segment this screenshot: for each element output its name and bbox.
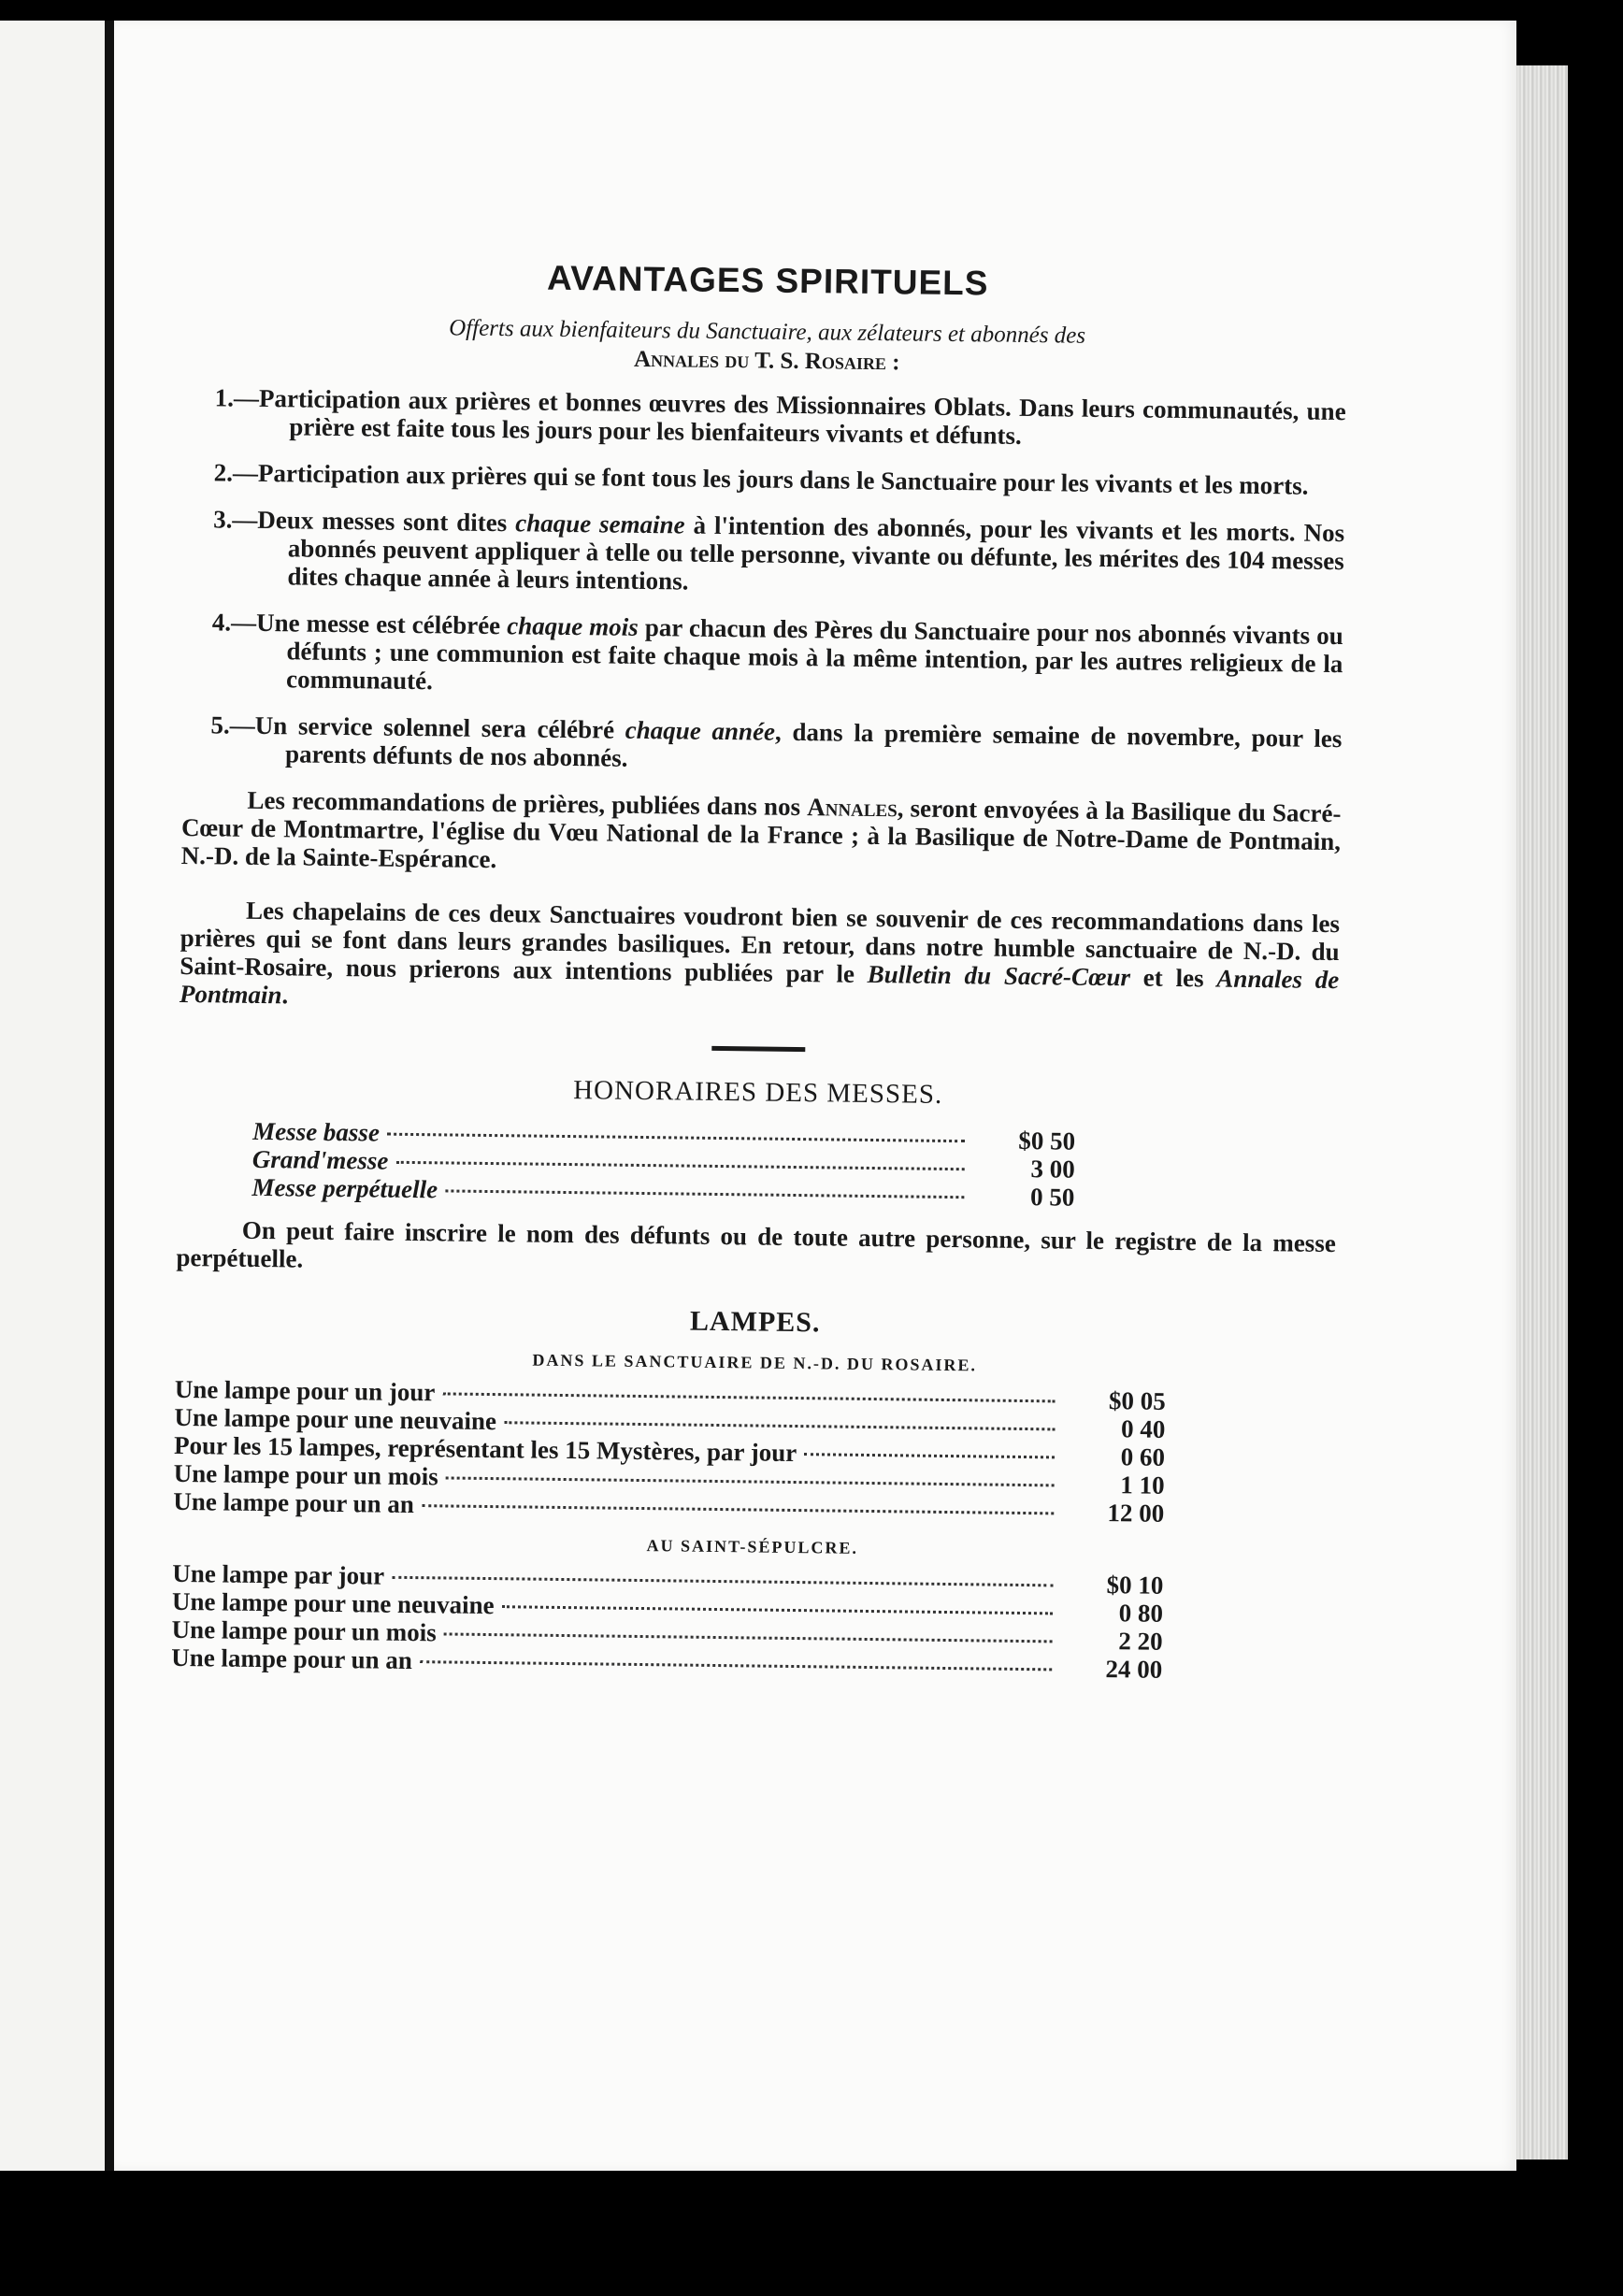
item-text: , dans la première semaine de novembre, pour les parents défunts de nos abonnés. bbox=[284, 717, 1343, 772]
item-text: Deux messes sont dites bbox=[257, 505, 516, 538]
item-number: 1.— bbox=[214, 383, 260, 412]
price-label: Une lampe pour une neuvaine bbox=[171, 1586, 495, 1620]
dot-leader bbox=[420, 1660, 1052, 1671]
price-value: $0 10 bbox=[1106, 1571, 1164, 1600]
price-label: Une lampe pour un an bbox=[171, 1643, 413, 1675]
price-value: 3 00 bbox=[1030, 1155, 1075, 1184]
price-label: Une lampe par jour bbox=[172, 1558, 385, 1590]
dot-leader bbox=[446, 1476, 1055, 1486]
benefit-item-4 bbox=[183, 608, 1343, 706]
benefit-item-3 bbox=[184, 505, 1344, 603]
price-value: 1 10 bbox=[1120, 1471, 1165, 1500]
price-label: Une lampe pour un an bbox=[173, 1486, 415, 1519]
honoraires-title: HONORAIRES DES MESSES. bbox=[573, 1075, 943, 1110]
subtitle-italic: Offerts aux bienfaiteurs du Sanctuaire, aux zélateurs et abonnés des bbox=[449, 315, 1086, 349]
dot-leader bbox=[442, 1392, 1055, 1402]
price-label: Messe basse bbox=[251, 1116, 381, 1147]
item-emphasis: chaque mois bbox=[507, 611, 639, 641]
left-page-edge bbox=[0, 21, 112, 2171]
para-text: et les bbox=[1129, 963, 1217, 993]
para-text: Les chapelains de ces deux Sanctuaires voudront bien se souvenir de ces recommandations dans les prières qui se font dans leurs grandes basiliques. En retour, dans notre humble sanctuaire de N.-D. du Saint-Rosaire, nous prierons aux intentions publiées par le bbox=[180, 896, 1341, 988]
price-label: Messe perpétuelle bbox=[251, 1172, 438, 1204]
dot-leader bbox=[387, 1133, 965, 1143]
price-value: 0 80 bbox=[1118, 1599, 1164, 1628]
honoraires-note: On peut faire inscrire le nom des défunts ou de toute autre personne, sur le registre de la messe perpétuelle. bbox=[176, 1215, 1336, 1273]
price-label: Une lampe pour un mois bbox=[171, 1614, 437, 1647]
sepulcre-heading: AU SAINT-SÉPULCRE. bbox=[646, 1536, 859, 1557]
section-divider bbox=[711, 1046, 805, 1052]
item-text: à l'intention des abonnés, pour les vivants et les morts. Nos abonnés peuvent appliquer à telle ou telle personne, vivante ou défunte, les mérites des 104 messes dites chaque année à leurs intentions. bbox=[287, 510, 1345, 596]
item-text: Un service solennel sera célébré bbox=[254, 710, 625, 744]
subtitle-smallcaps: Annales du T. S. Rosaire : bbox=[633, 346, 900, 376]
para-text: . bbox=[281, 981, 289, 1010]
page-title: AVANTAGES SPIRITUELS bbox=[546, 258, 989, 303]
honoraires-table bbox=[251, 1117, 1075, 1212]
price-value: 0 60 bbox=[1120, 1442, 1166, 1471]
price-label: Grand'messe bbox=[251, 1144, 389, 1175]
subtitle bbox=[187, 310, 1347, 382]
price-value: $0 50 bbox=[1018, 1126, 1076, 1155]
price-label: Une lampe pour un mois bbox=[173, 1458, 438, 1491]
lampes-title: LAMPES. bbox=[689, 1305, 821, 1339]
benefit-item-1 bbox=[186, 383, 1346, 453]
price-label: Une lampe pour un jour bbox=[174, 1374, 436, 1407]
sanctuaire-table bbox=[173, 1375, 1166, 1528]
paragraph-chaplains bbox=[180, 896, 1340, 1022]
item-emphasis: chaque année bbox=[625, 715, 776, 746]
para-emphasis: Annales de Pontmain bbox=[179, 964, 1340, 1010]
dot-leader bbox=[502, 1605, 1053, 1614]
price-label: Une lampe pour une neuvaine bbox=[174, 1402, 497, 1436]
dot-leader bbox=[392, 1576, 1053, 1587]
para-text: , seront envoyées à la Basilique du Sacré-Cœur de Montmartre, l'église du Vœu National de la France ; à la Basilique de Notre-Dame de Pontmain, N.-D. de la Sainte-Espérance. bbox=[180, 794, 1342, 874]
sepulcre-table bbox=[171, 1559, 1163, 1684]
para-text: Les recommandations de prières, publiées dans nos bbox=[247, 785, 808, 822]
para-emphasis: Bulletin du Sacré-Cœur bbox=[867, 959, 1131, 992]
price-label: Pour les 15 lampes, représentant les 15 Mystères, par jour bbox=[173, 1430, 797, 1468]
benefit-item-5 bbox=[182, 710, 1343, 781]
price-value: $0 05 bbox=[1108, 1386, 1166, 1415]
dot-leader bbox=[504, 1421, 1055, 1430]
paragraph-recommendations bbox=[181, 785, 1342, 883]
item-number: 5.— bbox=[210, 710, 255, 739]
book-spine bbox=[105, 21, 114, 2171]
page-content bbox=[171, 226, 1348, 1700]
sanctuaire-heading: DANS LE SANCTUAIRE DE N.-D. DU ROSAIRE. bbox=[532, 1350, 978, 1375]
dot-leader bbox=[395, 1161, 964, 1170]
item-text: Une messe est célébrée bbox=[255, 608, 508, 640]
price-value: 0 40 bbox=[1120, 1414, 1166, 1443]
price-value: 24 00 bbox=[1105, 1655, 1163, 1684]
price-value: 12 00 bbox=[1107, 1499, 1165, 1528]
price-value: 0 50 bbox=[1029, 1183, 1075, 1212]
dot-leader bbox=[422, 1504, 1054, 1514]
price-value: 2 20 bbox=[1118, 1627, 1163, 1656]
item-text: Participation aux prières qui se font tous les jours dans le Sanctuaire pour les vivants et les morts. bbox=[257, 458, 1309, 500]
dot-leader bbox=[804, 1453, 1055, 1458]
dot-leader bbox=[445, 1189, 964, 1198]
item-text: Participation aux prières et bonnes œuvres des Missionnaires Oblats. Dans leurs communautés, une prière est faite tous les jours pour les bienfaiteurs vivants et défunts. bbox=[258, 383, 1346, 450]
item-number: 3.— bbox=[212, 505, 258, 534]
document-page bbox=[114, 21, 1516, 2171]
item-emphasis: chaque semaine bbox=[515, 509, 685, 539]
item-text: par chacun des Pères du Sanctuaire pour nos abonnés vivants ou défunts ; une communion est faite chaque mois à la même intention, par les autres religieux de la communauté. bbox=[285, 612, 1343, 696]
dot-leader bbox=[444, 1632, 1053, 1643]
item-number: 2.— bbox=[213, 458, 259, 487]
para-smallcaps: Annales bbox=[807, 793, 898, 823]
item-number: 4.— bbox=[211, 608, 257, 637]
benefit-item-2 bbox=[186, 458, 1345, 500]
